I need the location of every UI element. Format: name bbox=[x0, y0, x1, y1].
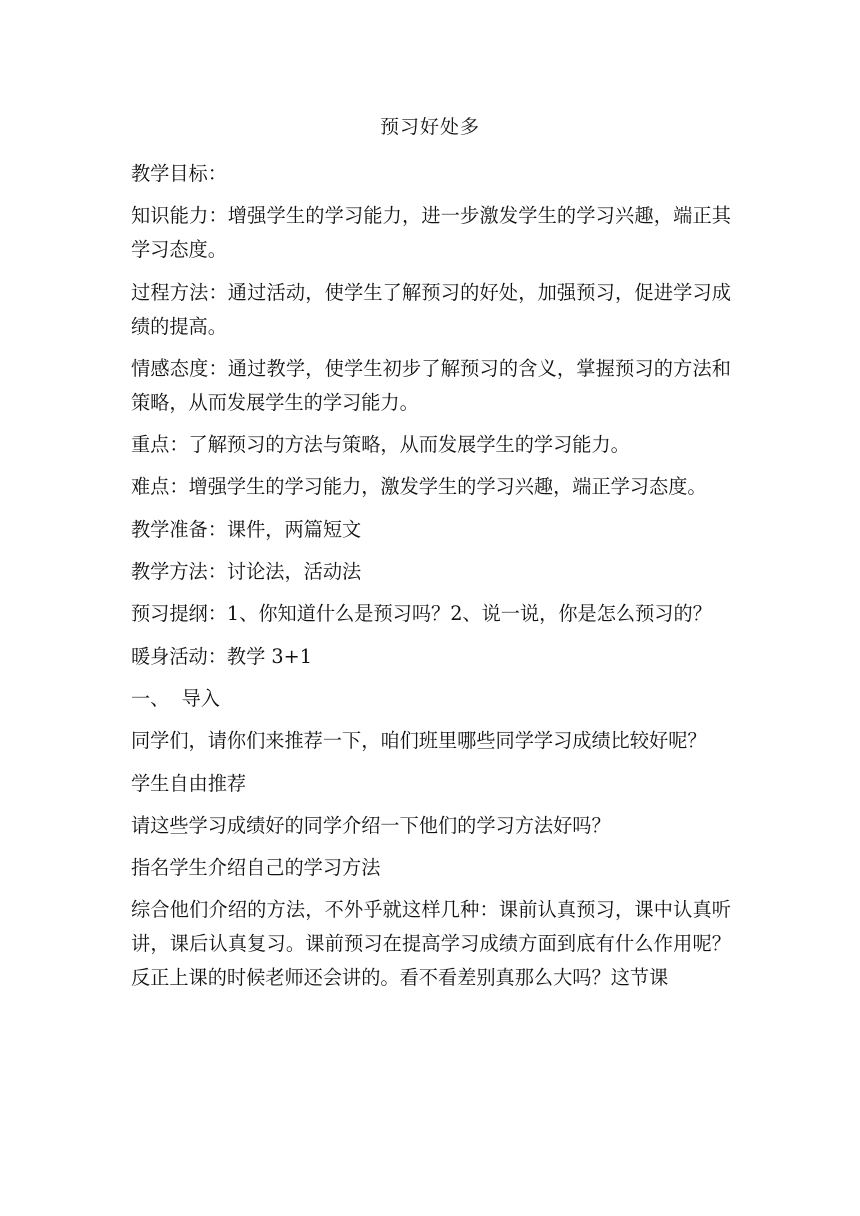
paragraph-preview-outline: 预习提纲：1、你知道什么是预习吗？2、说一说，你是怎么预习的？ bbox=[131, 602, 712, 626]
paragraph-key-point: 重点：了解预习的方法与策略，从而发展学生的学习能力。 bbox=[131, 433, 630, 457]
paragraph-recommend-students: 同学们，请你们来推荐一下，咱们班里哪些同学学习成绩比较好呢？ bbox=[131, 729, 707, 753]
section-heading-introduction: 一、 导入 bbox=[131, 686, 220, 710]
paragraph-warmup-activity: 暖身活动：教学 3+1 bbox=[131, 644, 312, 668]
paragraph-teaching-goals-heading: 教学目标： bbox=[131, 162, 227, 185]
paragraph-knowledge-ability: 知识能力：增强学生的学习能力，进一步激发学生的学习兴趣，端正其学习态度。 bbox=[131, 204, 731, 262]
paragraph-process-method: 过程方法：通过活动，使学生了解预习的好处，加强预习，促进学习成绩的提高。 bbox=[131, 280, 731, 338]
document-body bbox=[131, 157, 731, 1004]
paragraph-students-introduce: 指名学生介绍自己的学习方法 bbox=[131, 856, 381, 880]
document-title: 预习好处多 bbox=[379, 116, 480, 138]
paragraph-free-recommendation: 学生自由推荐 bbox=[131, 771, 247, 795]
paragraph-difficulty: 难点：增强学生的学习能力，激发学生的学习兴趣，端正学习态度。 bbox=[131, 475, 707, 499]
paragraph-emotional-attitude: 情感态度：通过教学，使学生初步了解预习的含义，掌握预习的方法和策略，从而发展学生的学习能力。 bbox=[131, 356, 731, 414]
paragraph-summary-methods: 综合他们介绍的方法，不外乎就这样几种：课前认真预习，课中认真听讲，课后认真复习。课前预习在提高学习成绩方面到底有什么作用呢？反正上课的时候老师还会讲的。看不看差别真那么大吗？这节课 bbox=[131, 898, 731, 990]
paragraph-teaching-method: 教学方法：讨论法，活动法 bbox=[131, 560, 362, 584]
paragraph-ask-methods: 请这些学习成绩好的同学介绍一下他们的学习方法好吗？ bbox=[131, 813, 611, 837]
paragraph-teaching-preparation: 教学准备：课件，两篇短文 bbox=[131, 517, 362, 541]
